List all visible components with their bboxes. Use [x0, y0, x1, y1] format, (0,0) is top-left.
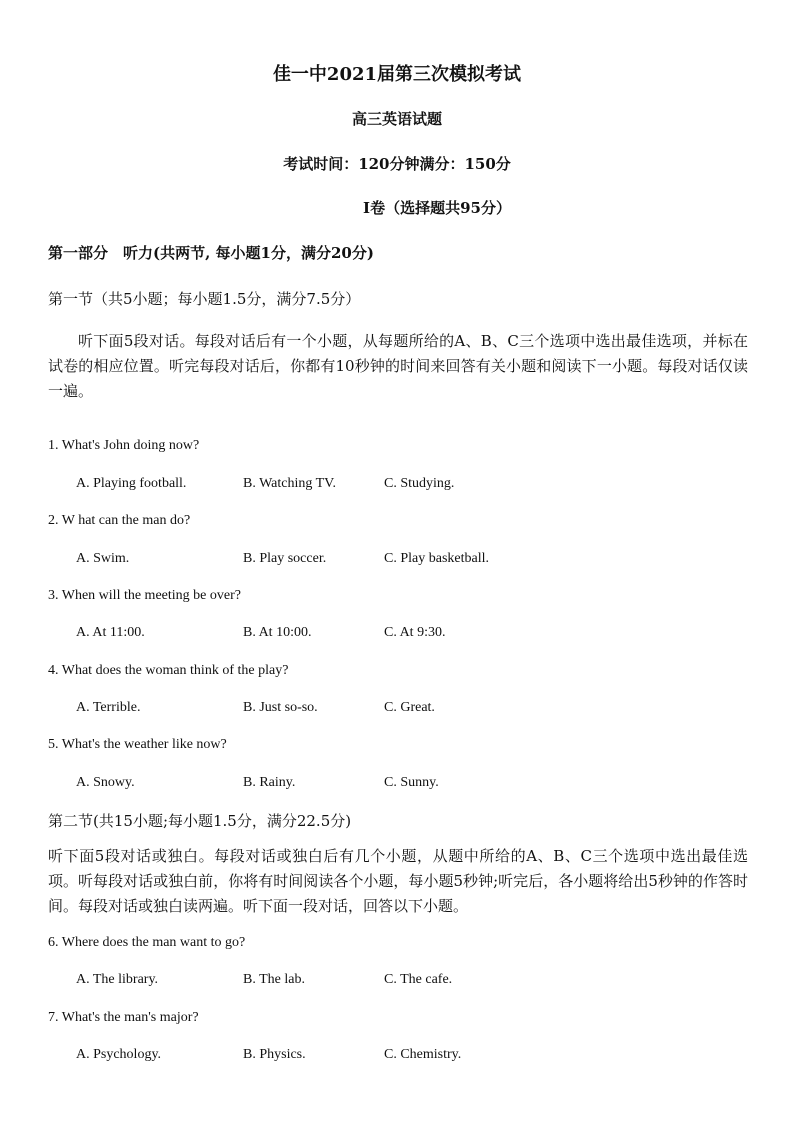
- question-2-option-a[interactable]: A. Swim.: [76, 551, 130, 566]
- question-4-option-a[interactable]: A. Terrible.: [76, 700, 141, 715]
- question-7-option-c[interactable]: C. Chemistry.: [384, 1047, 462, 1062]
- question-3-option-c[interactable]: C. At 9:30.: [384, 625, 446, 640]
- section1-heading: 第一节（共5小题；每小题1.5分，满分7.5分）: [48, 290, 361, 308]
- question-3-stem: 3. When will the meeting be over?: [48, 588, 241, 603]
- question-6-option-c[interactable]: C. The cafe.: [384, 972, 453, 987]
- question-6-option-a[interactable]: A. The library.: [76, 972, 159, 987]
- question-6-option-b[interactable]: B. The lab.: [243, 972, 305, 987]
- question-1-stem: 1. What's John doing now?: [48, 438, 200, 453]
- question-6-stem: 6. Where does the man want to go?: [48, 935, 246, 950]
- question-2-option-b[interactable]: B. Play soccer.: [243, 551, 327, 566]
- exam-subject: 高三英语试题: [351, 110, 442, 128]
- question-1-option-b[interactable]: B. Watching TV.: [243, 476, 336, 491]
- question-4-option-c[interactable]: C. Great.: [384, 700, 435, 715]
- question-5-stem: 5. What's the weather like now?: [48, 737, 227, 752]
- question-7-option-a[interactable]: A. Psychology.: [76, 1047, 162, 1062]
- question-5-option-b[interactable]: B. Rainy.: [243, 775, 296, 790]
- part1-heading: 第一部分 听力(共两节, 每小题1分，满分20分): [48, 244, 374, 262]
- section1-instructions-text: 听下面5段对话。每段对话后有一个小题，从每题所给的A、B、C三个选项中选出最佳选项，并标在试卷的相应位置。听完每段对话后，你都有10秒钟的时间来回答有关小题和阅读下一小题。每段对话仅读一遍。: [48, 332, 748, 400]
- exam-title: 佳一中2021届第三次模拟考试: [272, 64, 522, 85]
- exam-time-info: 考试时间：120分钟满分：150分: [283, 155, 511, 173]
- question-4-stem: 4. What does the woman think of the play?: [48, 663, 289, 678]
- question-4-option-b[interactable]: B. Just so-so.: [243, 700, 318, 715]
- question-5-option-a[interactable]: A. Snowy.: [76, 775, 135, 790]
- section2-instructions-text: 听下面5段对话或独白。每段对话或独白后有几个小题，从题中所给的A、B、C三个选项中选出最佳选项。听每段对话或独白前，你将有时间阅读各个小题，每小题5秒钟;听完后，各小题将给出5秒钟的作答时间。每段对话或独白读两遍。听下面一段对话，回答以下小题。: [48, 847, 748, 915]
- question-3-option-b[interactable]: B. At 10:00.: [243, 625, 312, 640]
- section2-instructions: [48, 844, 748, 919]
- question-2-option-c[interactable]: C. Play basketball.: [384, 551, 489, 566]
- question-5-option-c[interactable]: C. Sunny.: [384, 775, 439, 790]
- question-1-option-a[interactable]: A. Playing football.: [76, 476, 187, 491]
- question-2-stem: 2. W hat can the man do?: [48, 513, 191, 528]
- question-1-option-c[interactable]: C. Studying.: [384, 476, 455, 491]
- question-7-stem: 7. What's the man's major?: [48, 1010, 199, 1025]
- question-3-option-a[interactable]: A. At 11:00.: [76, 625, 145, 640]
- section1-instructions: [48, 329, 748, 404]
- volume-heading: I卷（选择题共95分）: [363, 199, 511, 217]
- section2-heading: 第二节(共15小题;每小题1.5分，满分22.5分): [48, 812, 352, 830]
- question-7-option-b[interactable]: B. Physics.: [243, 1047, 306, 1062]
